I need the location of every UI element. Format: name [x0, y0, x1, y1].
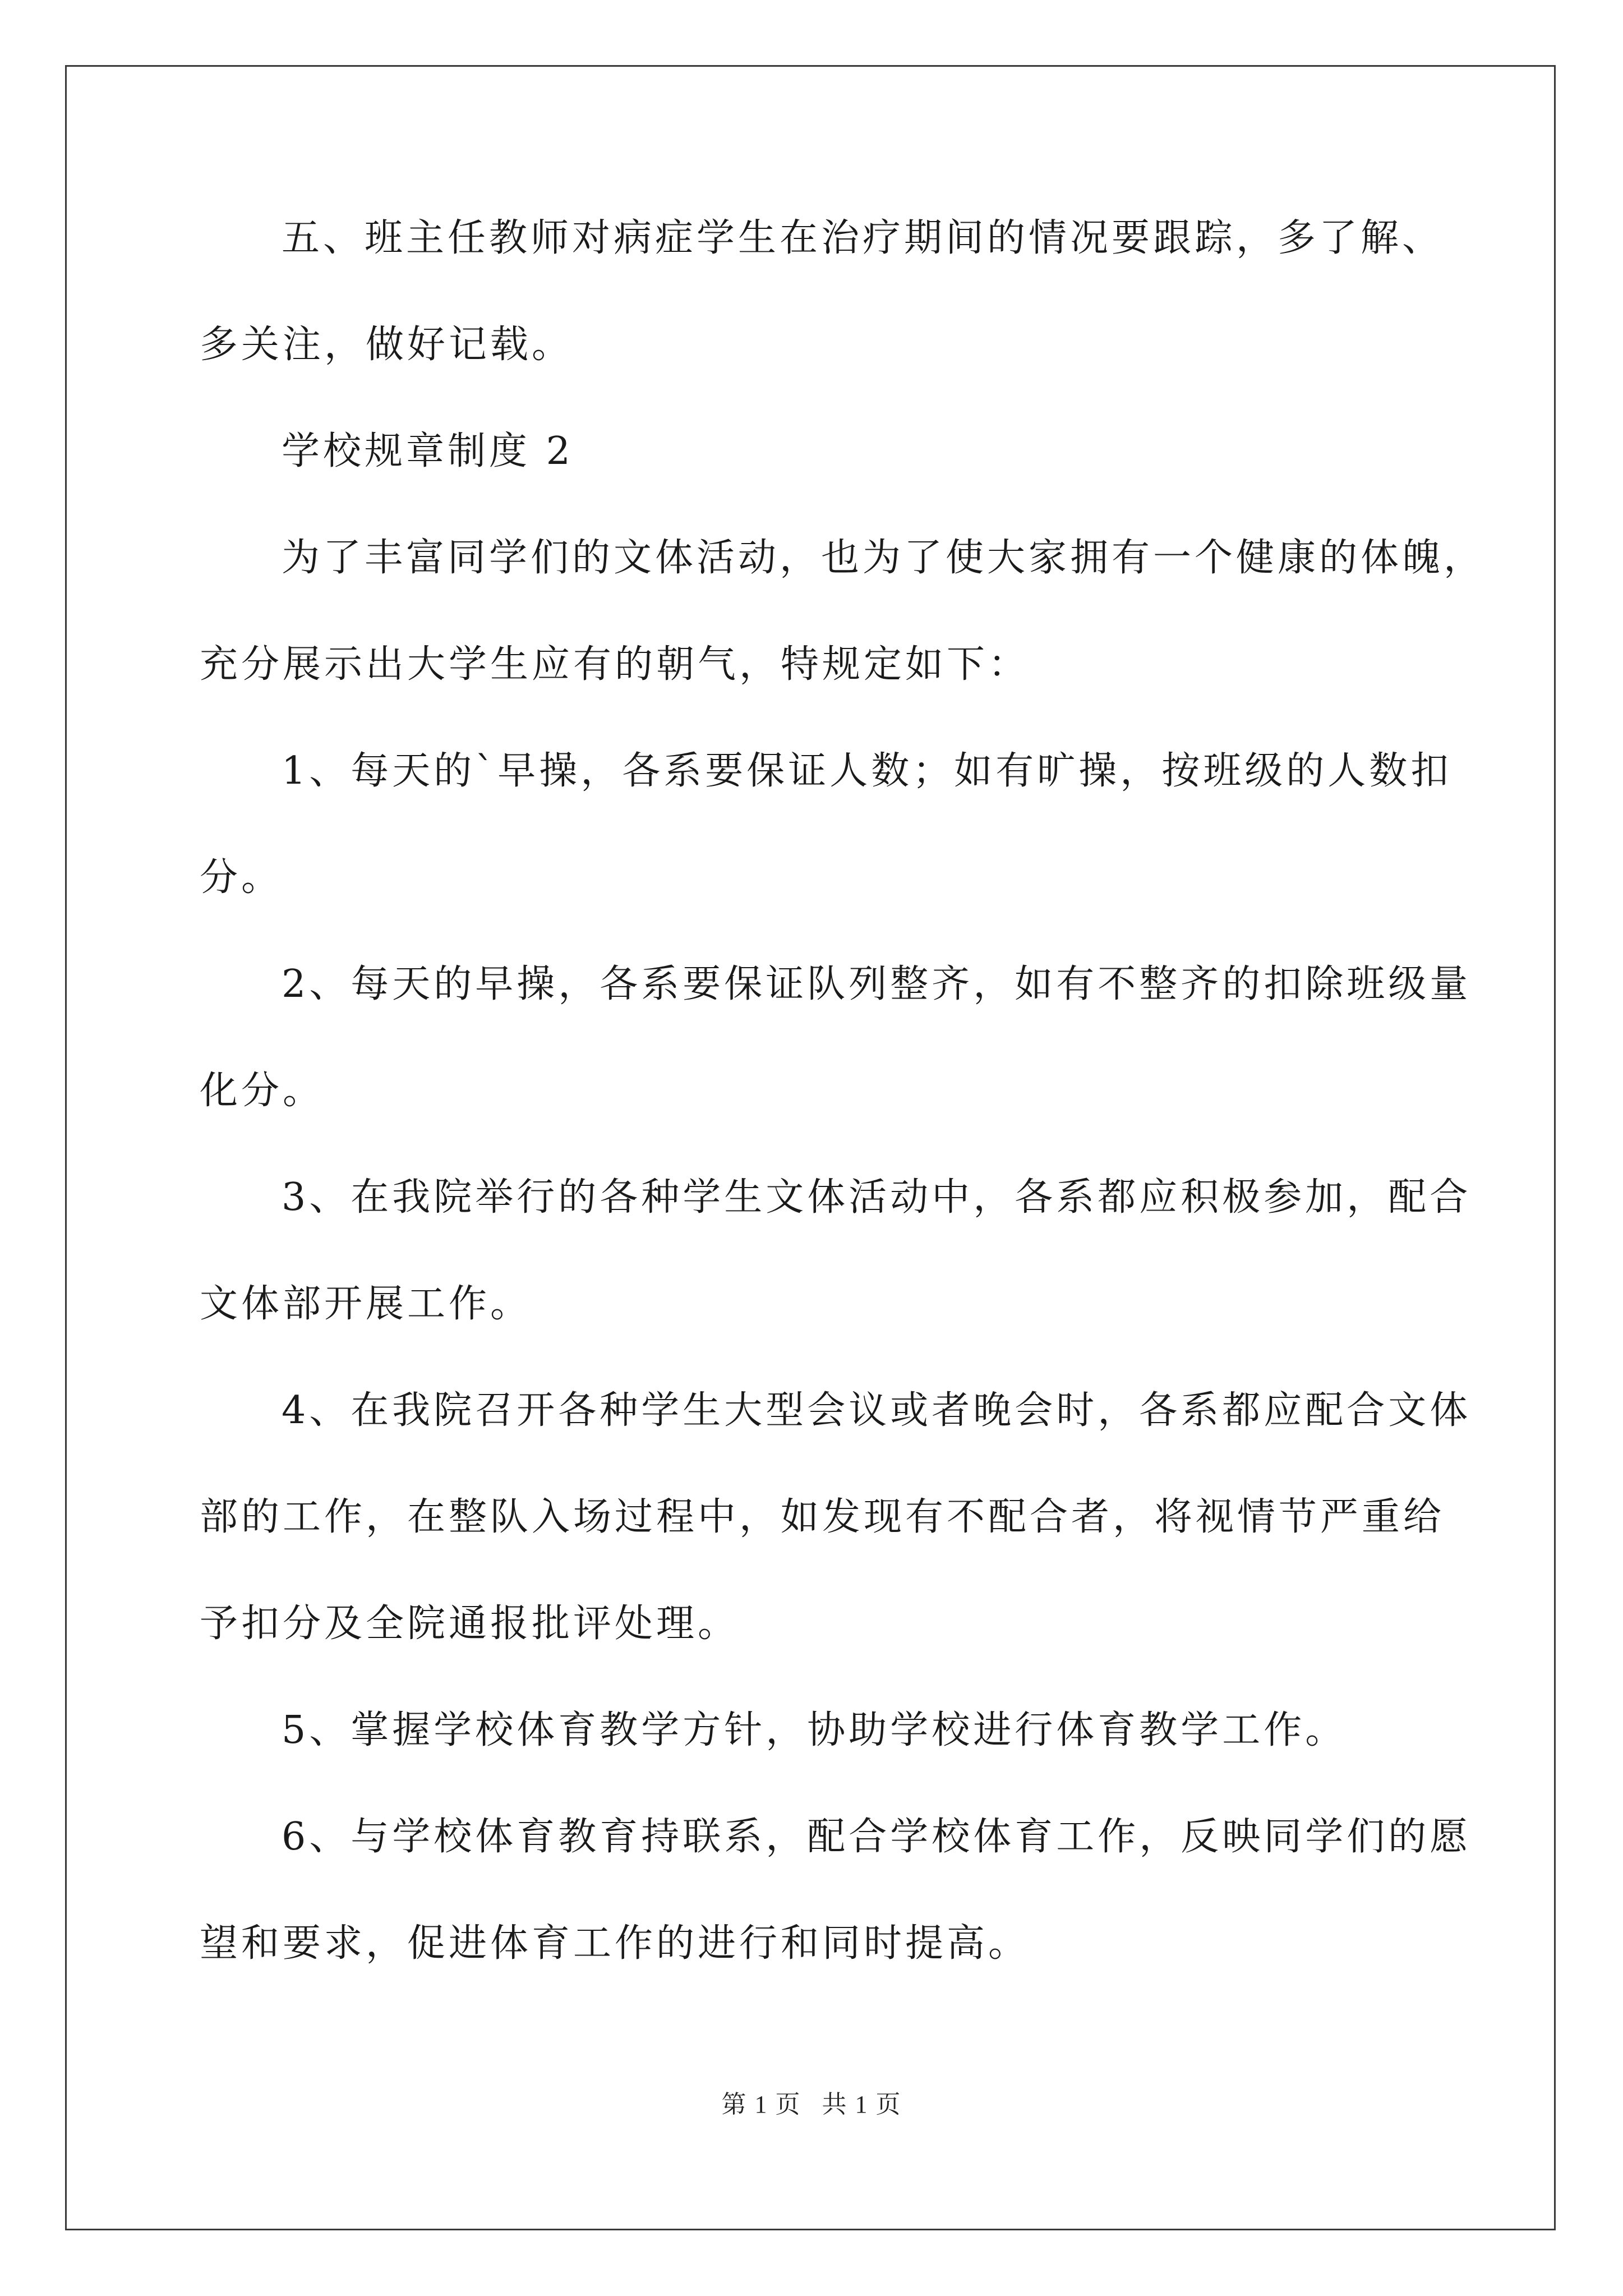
text-line: 部的工作，在整队入场过程中，如发现有不配合者，将视情节严重给: [200, 1495, 1445, 1539]
section-heading: [200, 398, 1433, 505]
text-line: 4、在我院召开各种学生大型会议或者晚会时，各系都应配合文体: [282, 1388, 1472, 1433]
text-line: 望和要求，促进体育工作的进行和同时提高。: [200, 1921, 1030, 1966]
paragraph: [200, 505, 1486, 718]
page-number: 第 1 页: [721, 2091, 801, 2118]
text-line: 3、在我院举行的各种学生文体活动中，各系都应积极参加，配合: [282, 1175, 1472, 1220]
paragraph: [200, 1677, 1433, 1784]
text-line: 5、掌握学校体育教学方针，协助学校进行体育教学工作。: [282, 1708, 1347, 1752]
page-total: 共 1 页: [822, 2091, 902, 2118]
text-line: 1、每天的`早操，各系要保证人数；如有旷操，按班级的人数扣: [282, 749, 1453, 793]
paragraph: [200, 1358, 1472, 1677]
text-line: 6、与学校体育教育持联系，配合学校体育工作，反映同学们的愿: [282, 1815, 1472, 1859]
page-footer: [0, 2084, 1623, 2120]
text-line: 充分展示出大学生应有的朝气，特规定如下：: [200, 642, 1030, 687]
paragraph: [200, 1784, 1472, 1997]
text-line: 为了丰富同学们的文体活动，也为了使大家拥有一个健康的体魄，: [282, 536, 1486, 580]
text-line: 五、班主任教师对病症学生在治疗期间的情况要跟踪，多了解、: [282, 216, 1444, 260]
text-line: 文体部开展工作。: [200, 1282, 532, 1326]
text-line: 予扣分及全院通报批评处理。: [200, 1602, 740, 1646]
paragraph: [200, 718, 1453, 931]
text-line: 化分。: [200, 1069, 325, 1113]
text-line: 分。: [200, 855, 283, 900]
paragraph: [200, 1144, 1472, 1358]
paragraph: [200, 931, 1472, 1144]
document-body: [200, 185, 1486, 1997]
paragraph: [200, 185, 1444, 398]
text-line: 2、每天的早操，各系要保证队列整齐，如有不整齐的扣除班级量: [282, 962, 1472, 1006]
text-line: 多关注，做好记载。: [200, 323, 574, 367]
text-line: 学校规章制度 2: [282, 429, 574, 473]
